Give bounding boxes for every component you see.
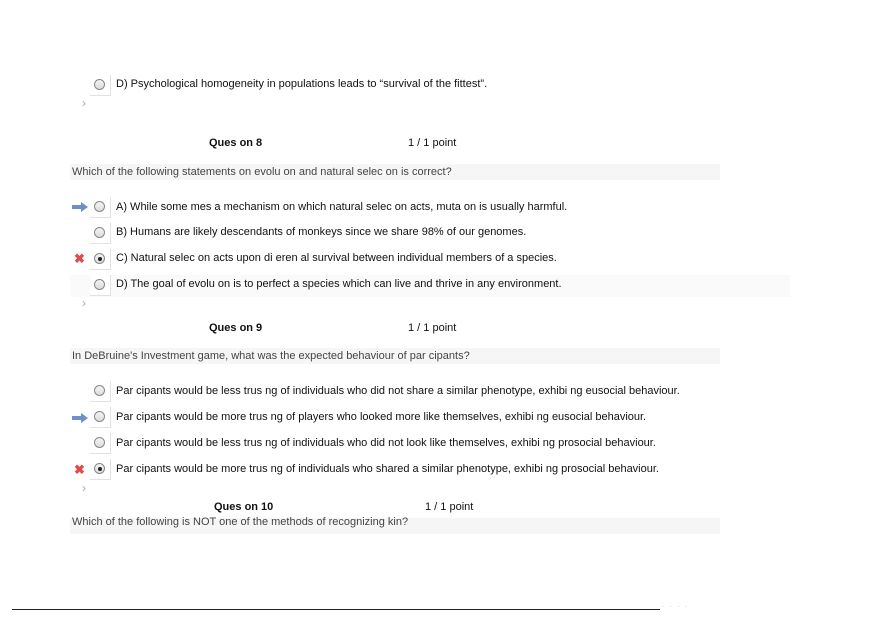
q8-prompt: Which of the following statements on evolu on and natural selec on is correct?: [72, 166, 452, 178]
chevron-right-icon[interactable]: ›: [82, 96, 86, 110]
q8-title: Ques on 8: [209, 137, 263, 149]
q9-option-4: Par cipants would be more trus ng of individuals who shared a similar phenotype, exhibi ng prosocial behaviour.: [116, 463, 659, 475]
radio-button-icon: [94, 201, 105, 212]
q8-option-d-radio[interactable]: [90, 275, 111, 296]
footer-rule: [12, 609, 660, 610]
chevron-right-icon[interactable]: ›: [82, 481, 86, 495]
right-arrow-icon: [72, 202, 88, 212]
radio-button-icon: [94, 79, 105, 90]
x-mark-icon: ✖: [74, 251, 85, 266]
radio-button-icon: [94, 279, 105, 290]
footer-marks: · · · ·: [662, 604, 689, 610]
q7-option-d: D) Psychological homogeneity in populations leads to “survival of the fittest”.: [116, 78, 488, 90]
q9-option-1: Par cipants would be less trus ng of individuals who did not share a similar phenotype, exhibi ng eusocial behaviour.: [116, 385, 680, 397]
chevron-right-icon[interactable]: ›: [82, 296, 86, 310]
q8-option-b: B) Humans are likely descendants of monkeys since we share 98% of our genomes.: [116, 226, 527, 238]
q7-option-d-radio[interactable]: [90, 75, 111, 96]
radio-button-icon: [94, 437, 105, 448]
q8-option-a: A) While some mes a mechanism on which natural selec on acts, muta on is usually harmful.: [116, 201, 568, 213]
x-mark-icon: ✖: [74, 462, 85, 477]
q8-option-d: D) The goal of evolu on is to perfect a species which can live and thrive in any environment.: [116, 278, 562, 290]
q10-points: 1 / 1 point: [425, 501, 474, 513]
q9-option-2: Par cipants would be more trus ng of players who looked more like themselves, exhibi ng eusocial behaviour.: [116, 411, 647, 423]
q8-option-c: C) Natural selec on acts upon di eren al survival between individual members of a species.: [116, 252, 557, 264]
radio-button-icon: [94, 227, 105, 238]
q9-title: Ques on 9: [209, 322, 263, 334]
right-arrow-icon: [72, 413, 88, 423]
radio-button-icon: [94, 411, 105, 422]
radio-button-icon: [94, 385, 105, 396]
q8-option-c-radio[interactable]: [90, 249, 111, 270]
q8-option-b-radio[interactable]: [90, 223, 111, 244]
q9-prompt: In DeBruine's Investment game, what was the expected behaviour of par cipants?: [72, 350, 470, 362]
q8-option-a-radio[interactable]: [90, 197, 111, 218]
q9-option-3-radio[interactable]: [90, 433, 111, 454]
q10-title: Ques on 10: [214, 501, 274, 513]
q9-option-2-radio[interactable]: [90, 407, 111, 428]
q8-points: 1 / 1 point: [408, 137, 457, 149]
q9-option-1-radio[interactable]: [90, 381, 111, 402]
radio-button-icon: [94, 253, 105, 264]
q9-option-3: Par cipants would be less trus ng of individuals who did not look like themselves, exhibi ng prosocial behaviour.: [116, 437, 656, 449]
q9-option-4-radio[interactable]: [90, 459, 111, 480]
q9-points: 1 / 1 point: [408, 322, 457, 334]
radio-button-icon: [94, 463, 105, 474]
q10-prompt: Which of the following is NOT one of the methods of recognizing kin?: [72, 516, 409, 528]
